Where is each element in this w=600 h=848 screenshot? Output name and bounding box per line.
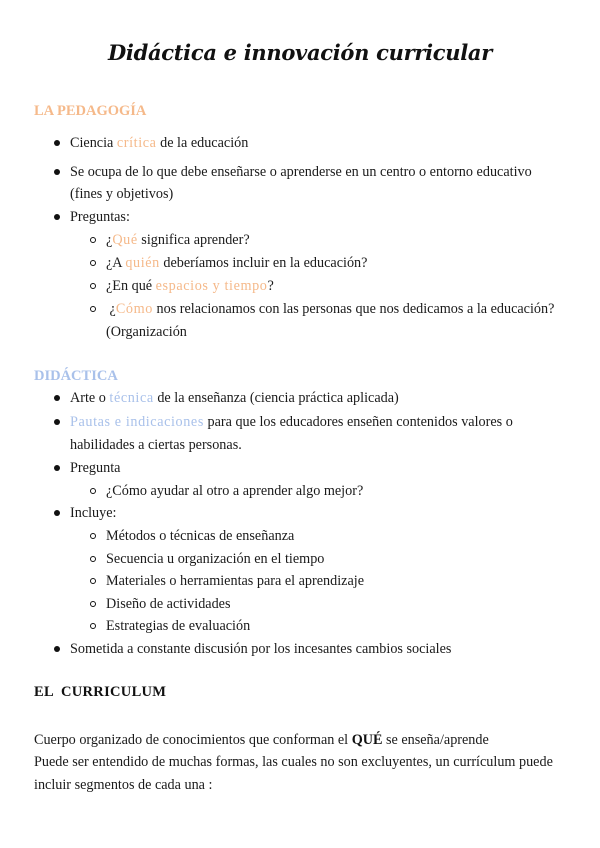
highlight-text: Qué — [112, 232, 138, 248]
bullet-circle-icon — [90, 306, 96, 312]
list-item: Preguntas: — [70, 209, 130, 225]
bullet-circle-icon — [90, 283, 96, 289]
page-title: Didáctica e innovación curricular — [108, 40, 492, 65]
sub-list-item: Métodos o técnicas de enseñanza — [106, 528, 295, 544]
paragraph-line: Puede ser entendido de muchas formas, las cuales no son excluyentes, un currículum puede — [34, 754, 553, 770]
list-item-continuation: habilidades a ciertas personas. — [70, 437, 242, 453]
sub-list-item: ¿Cómo nos relacionamos con las personas que nos dedicamos a la educación? — [106, 301, 555, 317]
paragraph-line: Cuerpo organizado de conocimientos que conforman el QUÉ se enseña/aprende — [34, 732, 489, 748]
bullet-disc-icon — [54, 169, 60, 175]
list-item: Arte o técnica de la enseñanza (ciencia práctica aplicada) — [70, 390, 399, 406]
list-item: Ciencia crítica de la educación — [70, 135, 249, 151]
highlight-text: Cómo — [115, 301, 153, 317]
bullet-disc-icon — [54, 395, 60, 401]
bullet-disc-icon — [54, 214, 60, 220]
bullet-disc-icon — [54, 646, 60, 652]
paragraph-line: incluir segmentos de cada una : — [34, 777, 213, 793]
list-item: Incluye: — [70, 505, 117, 521]
bullet-circle-icon — [90, 601, 96, 607]
bullet-disc-icon — [54, 419, 60, 425]
sub-list-item: ¿Cómo ayudar al otro a aprender algo mejor? — [106, 483, 364, 499]
bullet-circle-icon — [90, 623, 96, 629]
bullet-circle-icon — [90, 237, 96, 243]
list-item: Se ocupa de lo que debe enseñarse o aprenderse en un centro o entorno educativo — [70, 164, 532, 180]
sub-list-item-continuation: (Organización — [106, 324, 187, 340]
list-item: Sometida a constante discusión por los incesantes cambios sociales — [70, 641, 452, 657]
bullet-circle-icon — [90, 578, 96, 584]
bullet-disc-icon — [54, 465, 60, 471]
highlight-text: espacios y tiempo — [155, 278, 268, 294]
highlight-text: quién — [125, 255, 160, 271]
bold-text: QUÉ — [351, 732, 383, 748]
highlight-text: crítica — [116, 135, 157, 151]
sub-list-item: ¿En qué espacios y tiempo? — [106, 278, 274, 294]
section-heading-pedagogia: LA PEDAGOGÍA — [34, 103, 147, 119]
sub-list-item: Estrategias de evaluación — [106, 618, 251, 634]
sub-list-item: Secuencia u organización en el tiempo — [106, 551, 325, 567]
bullet-disc-icon — [54, 510, 60, 516]
sub-list-item: ¿A quién deberíamos incluir en la educación? — [106, 255, 368, 271]
list-item: Pautas e indicaciones para que los educadores enseñen contenidos valores o — [70, 414, 513, 430]
bullet-circle-icon — [90, 533, 96, 539]
bullet-circle-icon — [90, 260, 96, 266]
highlight-text: Pautas e indicaciones — [70, 414, 204, 430]
section-heading-curriculum: EL CURRICULUM — [34, 684, 167, 700]
sub-list-item: Diseño de actividades — [106, 596, 231, 612]
bullet-circle-icon — [90, 556, 96, 562]
sub-list-item: Materiales o herramientas para el aprendizaje — [106, 573, 364, 589]
bullet-circle-icon — [90, 488, 96, 494]
list-item: Pregunta — [70, 460, 121, 476]
list-item-continuation: (fines y objetivos) — [70, 186, 174, 202]
bullet-disc-icon — [54, 140, 60, 146]
sub-list-item: ¿Qué significa aprender? — [106, 232, 250, 248]
highlight-text: técnica — [109, 390, 154, 406]
section-heading-didactica: DIDÁCTICA — [34, 368, 118, 384]
